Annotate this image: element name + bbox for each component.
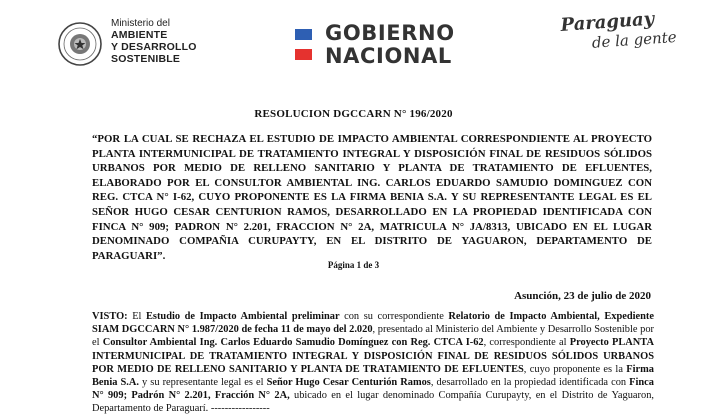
ministry-name: [111, 18, 197, 65]
ministry-line-1: Ministerio del: [111, 18, 170, 29]
visto-consultant: Consultor Ambiental Ing. Carlos Eduardo Samudio Domínguez con Reg. CTCA I-62: [102, 337, 484, 349]
visto-project: Proyecto PLANTA INTERMUNICIPAL DE TRATAMIENTO INTEGRAL Y DISPOSICIÓN FINAL DE RESIDUOS SÓLIDOS URBANOS POR MEDIO DE RELLENO SANITARIO Y PLANTA DE TRATAMIENTO DE EFLUENTES: [92, 337, 654, 375]
visto-representative: Señor Hugo Cesar Centurión Ramos: [266, 377, 431, 389]
visto-text-3: , presentado al Ministerio del Ambiente y Desarrollo Sostenible por el: [92, 324, 654, 349]
resolution-title: RESOLUCION DGCCARN N° 196/2020: [254, 108, 453, 120]
visto-text-7: , desarrollado en la propiedad identificada con: [430, 377, 630, 389]
visto-text-4: , correspondiente al: [483, 337, 570, 349]
visto-text-1: El: [127, 311, 146, 322]
document-date: Asunción, 23 de julio de 2020: [514, 290, 651, 302]
ministry-line-3: Y DESARROLLO: [111, 41, 197, 53]
visto-text-5: , cuyo proponente es la: [523, 363, 627, 375]
visto-property: Finca N° 909; Padrón N° 2.201, Fracción N° 2A,: [92, 377, 654, 402]
visto-text-6: y su representante legal es el: [138, 377, 267, 389]
visto-firm: Firma Benia S.A.: [92, 363, 654, 389]
slogan-line-1: Paraguay: [559, 8, 655, 36]
gobierno-line-2: NACIONAL: [325, 44, 452, 68]
blue-square-icon: [295, 29, 312, 40]
visto-label: VISTO:: [92, 311, 128, 322]
red-square-icon: [295, 49, 312, 60]
visto-study: Estudio de Impacto Ambiental preliminar: [146, 311, 340, 322]
gobierno-nacional-logo: [325, 22, 455, 68]
resolution-summary: “POR LA CUAL SE RECHAZA EL ESTUDIO DE IMPACTO AMBIENTAL CORRESPONDIENTE AL PROYECTO PLANTA INTERMUNICIPAL DE TRATAMIENTO INTEGRAL Y DISPOSICIÓN FINAL DE RESIDUOS SÓLIDOS URBANOS POR MEDIO DE RELLENO SANITARIO Y PLANTA DE TRATAMIENTO DE EFLUENTES, ELABORADO POR EL CONSULTOR AMBIENTAL ING. CARLOS EDUARDO SAMUDIO DOMINGUEZ CON REG. CTCA N° I-62, CUYO PROPONENTE ES LA FIRMA BENIA S.A. Y SU REPRESENTANTE LEGAL ES EL SEÑOR HUGO CESAR CENTURION RAMOS, DESARROLLADO EN LA PROPIEDAD IDENTIFICADA CON FINCA N° 909; PADRON N° 2.201, FRACCION N° 2A, MATRICULA N° JA/8313, UBICADO EN EL LUGAR DENOMINADO COMPAÑIA CURUPAYTY, EN EL DISTRITO DE YAGUARON, DEPARTAMENTO DE PARAGUARI”.: [92, 133, 652, 262]
visto-text-2: con su correspondiente: [339, 311, 449, 322]
visto-paragraph: [92, 310, 654, 416]
gobierno-line-1: GOBIERNO: [325, 21, 455, 45]
visto-text-8: ubicado en el lugar denominado Compañía Curupayty, en el Distrito de Yaguaron, Departamento de Paraguarí. -----------------: [92, 390, 654, 415]
slogan-line-2: de la gente: [591, 27, 678, 52]
ministry-line-2: AMBIENTE: [111, 29, 168, 41]
visto-relatorio: Relatorio de Impacto Ambiental, Expediente SIAM DGCCARN N° 1.987/2020 de fecha 11 de mayo del 2.020: [92, 311, 654, 336]
paraguay-slogan: [560, 8, 677, 54]
letterhead: [0, 0, 707, 92]
national-seal-icon: [58, 22, 102, 66]
ministry-line-4: SOSTENIBLE: [111, 53, 181, 65]
page-number: Página 1 de 3: [327, 260, 380, 270]
